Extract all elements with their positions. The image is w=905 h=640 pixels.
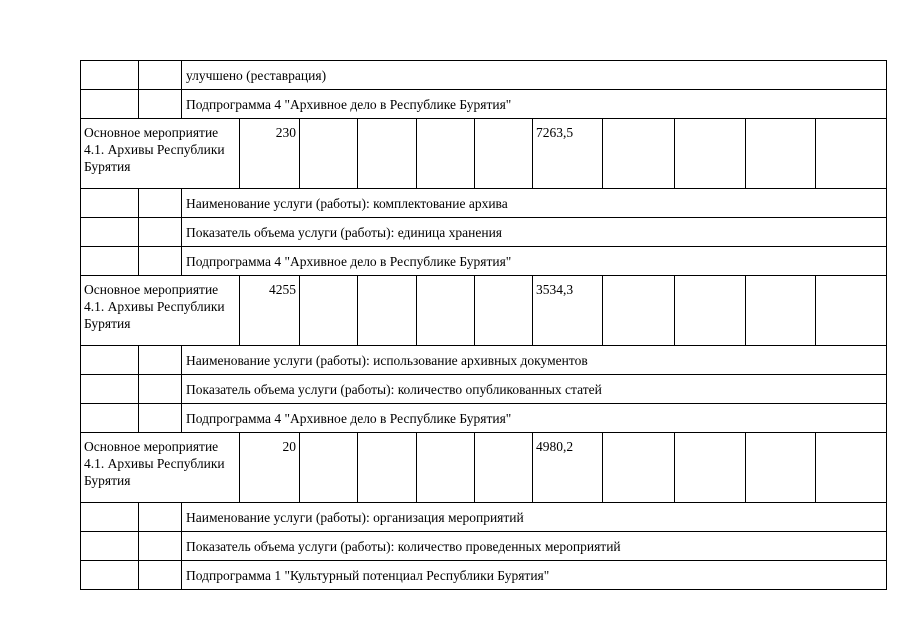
empty-cell <box>139 61 182 90</box>
empty-cell <box>139 503 182 532</box>
empty-cell <box>81 404 139 433</box>
empty-cell <box>81 561 139 590</box>
empty-cell <box>358 119 417 189</box>
empty-cell <box>81 90 139 119</box>
table-row-text <box>81 532 887 561</box>
empty-cell <box>475 119 533 189</box>
table-row-text <box>81 61 887 90</box>
empty-cell <box>139 404 182 433</box>
table-row-text <box>81 404 887 433</box>
empty-cell <box>81 61 139 90</box>
row-description: Показатель объема услуги (работы): количество проведенных мероприятий <box>182 532 887 561</box>
empty-cell <box>816 433 887 503</box>
empty-cell <box>816 119 887 189</box>
row-description: Подпрограмма 4 "Архивное дело в Республике Бурятия" <box>182 404 887 433</box>
funding-value: 4980,2 <box>533 433 603 503</box>
table-row-text <box>81 375 887 404</box>
empty-cell <box>139 346 182 375</box>
empty-cell <box>139 532 182 561</box>
row-description: Подпрограмма 1 "Культурный потенциал Республики Бурятия" <box>182 561 887 590</box>
empty-cell <box>139 90 182 119</box>
volume-value: 230 <box>240 119 300 189</box>
empty-cell <box>81 375 139 404</box>
table-row-text <box>81 503 887 532</box>
table-row-text <box>81 90 887 119</box>
empty-cell <box>475 433 533 503</box>
empty-cell <box>675 119 746 189</box>
empty-cell <box>417 276 475 346</box>
table-row-text <box>81 189 887 218</box>
empty-cell <box>81 532 139 561</box>
row-description: Подпрограмма 4 "Архивное дело в Республике Бурятия" <box>182 90 887 119</box>
empty-cell <box>475 276 533 346</box>
empty-cell <box>139 561 182 590</box>
empty-cell <box>603 433 675 503</box>
empty-cell <box>603 276 675 346</box>
empty-cell <box>746 433 816 503</box>
table-row-main-event <box>81 119 887 189</box>
volume-value: 4255 <box>240 276 300 346</box>
row-description: улучшено (реставрация) <box>182 61 887 90</box>
empty-cell <box>746 276 816 346</box>
table-row-main-event <box>81 276 887 346</box>
empty-cell <box>81 346 139 375</box>
funding-value: 3534,3 <box>533 276 603 346</box>
row-description: Наименование услуги (работы): организация мероприятий <box>182 503 887 532</box>
row-description: Наименование услуги (работы): комплектование архива <box>182 189 887 218</box>
empty-cell <box>81 247 139 276</box>
table-row-text <box>81 247 887 276</box>
empty-cell <box>300 433 358 503</box>
volume-value: 20 <box>240 433 300 503</box>
funding-value: 7263,5 <box>533 119 603 189</box>
empty-cell <box>358 276 417 346</box>
empty-cell <box>358 433 417 503</box>
empty-cell <box>81 503 139 532</box>
table-body <box>81 61 887 590</box>
table-row-text <box>81 346 887 375</box>
row-description: Показатель объема услуги (работы): количество опубликованных статей <box>182 375 887 404</box>
row-description: Показатель объема услуги (работы): единица хранения <box>182 218 887 247</box>
main-event-name: Основное мероприятие 4.1. Архивы Республики Бурятия <box>81 433 240 503</box>
empty-cell <box>139 189 182 218</box>
empty-cell <box>139 375 182 404</box>
empty-cell <box>417 433 475 503</box>
empty-cell <box>139 218 182 247</box>
empty-cell <box>417 119 475 189</box>
empty-cell <box>81 189 139 218</box>
empty-cell <box>81 218 139 247</box>
empty-cell <box>675 276 746 346</box>
empty-cell <box>300 276 358 346</box>
empty-cell <box>300 119 358 189</box>
table-row-main-event <box>81 433 887 503</box>
row-description: Подпрограмма 4 "Архивное дело в Республике Бурятия" <box>182 247 887 276</box>
row-description: Наименование услуги (работы): использование архивных документов <box>182 346 887 375</box>
services-table <box>80 60 887 590</box>
table-row-text <box>81 218 887 247</box>
empty-cell <box>746 119 816 189</box>
empty-cell <box>139 247 182 276</box>
table-row-text <box>81 561 887 590</box>
main-event-name: Основное мероприятие 4.1. Архивы Республики Бурятия <box>81 276 240 346</box>
empty-cell <box>603 119 675 189</box>
main-event-name: Основное мероприятие 4.1. Архивы Республики Бурятия <box>81 119 240 189</box>
empty-cell <box>675 433 746 503</box>
empty-cell <box>816 276 887 346</box>
